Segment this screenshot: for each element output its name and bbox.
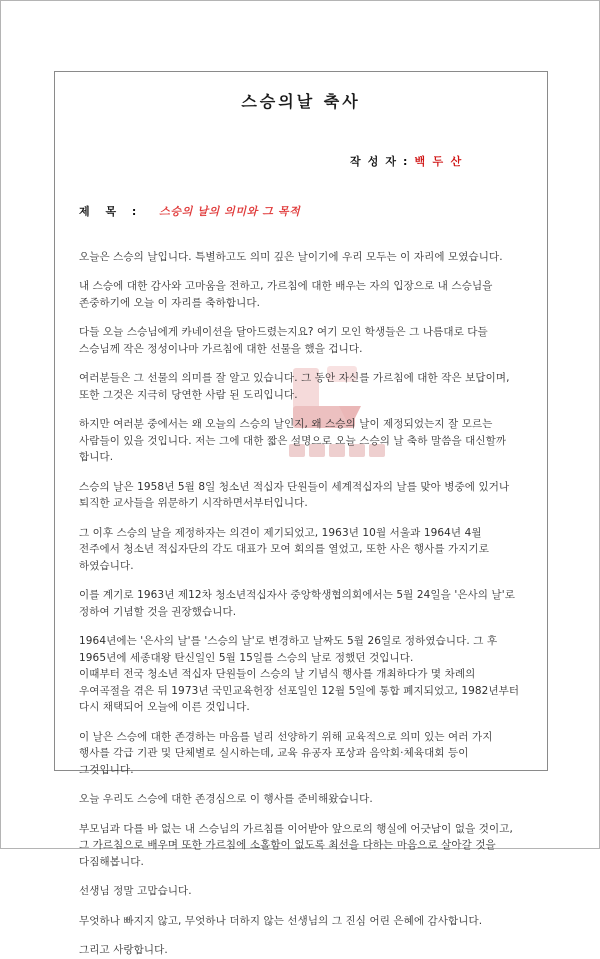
body-paragraph: 내 스승에 대한 감사와 고마움을 전하고, 가르침에 대한 배우는 자의 입장으로 내 스승님을 존중하기에 오늘 이 자리를 축하합니다.: [79, 280, 493, 309]
document-body: [79, 249, 523, 959]
body-paragraph: 오늘 우리도 스승에 대한 존경심으로 이 행사를 준비해왔습니다.: [79, 793, 373, 806]
author-label: 작 성 자 :: [350, 154, 410, 168]
body-paragraph: 그 이후 스승의 날을 제정하자는 의견이 제기되었고, 1963년 10월 서울과 1964년 4월 전주에서 청소년 적십자단의 각도 대표가 모여 회의를 열었고, 또한 사은 행사를 가지기로 하였습니다.: [79, 526, 489, 572]
document-content: [55, 72, 547, 959]
body-paragraph: 이 날은 스승에 대한 존경하는 마음를 널리 선양하기 위해 교육적으로 의미 있는 여러 가지 행사를 각급 기관 및 단체별로 실시하는데, 교육 유공자 포상과 음악회·체육대회 등이 그것입니다.: [79, 730, 493, 776]
page-title: 스승의날 축사: [241, 92, 361, 111]
document-frame: [54, 71, 548, 957]
subject-line: [79, 203, 523, 219]
body-paragraph: 1964년에는 '은사의 날'를 '스승의 날'로 변경하고 날짜도 5월 26일로 정하였습니다. 그 후 1965년에 세종대왕 탄신일인 5월 15일를 스승의 날로 정했던 것입니다. 이때부터 전국 청소년 적십자 단원들이 스승의 날 기념식 행사를 개최하다가 몇 차례의 우여곡절을 겪은 뒤 1973년 국민교육헌장 선포일인 12월 5일에 통합 폐지되었고, 1982년부터 다시 채택되어 오늘에 이른 것입니다.: [79, 635, 520, 714]
body-paragraph: 하지만 여러분 중에서는 왜 오늘의 스승의 날인지, 왜 스승의 날이 제정되었는지 잘 모르는 사람들이 있을 것입니다. 저는 그에 대한 짧은 설명으로 오늘 스승의 날 축하 말씀을 대신할까 합니다.: [79, 418, 507, 464]
author-line: [79, 153, 523, 169]
body-paragraph: 그리고 사랑합니다.: [79, 944, 168, 957]
body-paragraph: 스승의 날은 1958년 5월 8일 청소년 적십자 단원들이 세계적십자의 날를 맞아 병중에 있거나 퇴직한 교사들을 위문하기 시작하면서부터입니다.: [79, 480, 510, 510]
subject-label: 제 목 :: [79, 204, 143, 218]
body-paragraph: 부모님과 다를 바 없는 내 스승님의 가르침를 이어받아 앞으로의 행실에 어긋남이 없을 것이고, 그 가르침으로 배우며 또한 가르침에 소홀함이 없도록 최선을 다하는 마음으로 살아갈 것을 다짐해봅니다.: [79, 822, 513, 868]
body-paragraph: 다들 오늘 스승님에게 카네이션을 달아드렸는지요? 여기 모인 학생들은 그 나름대로 다들 스승님께 작은 정성이나마 가르침에 대한 선물을 했을 겁니다.: [79, 326, 488, 355]
body-paragraph: 이를 계기로 1963년 제12차 청소년적십자사 중앙학생협의회에서는 5월 24일을 '은사의 날'로 정하여 기념할 것을 권장했습니다.: [79, 589, 515, 618]
subject-value: 스승의 날의 의미와 그 목적: [159, 204, 301, 218]
body-paragraph: 오늘은 스승의 날입니다. 특별하고도 의미 깊은 날이기에 우리 모두는 이 자리에 모였습니다.: [79, 250, 503, 263]
author-name: 백 두 산: [414, 154, 463, 168]
body-paragraph: 선생님 정말 고맙습니다.: [79, 885, 192, 898]
body-paragraph: 여러분들은 그 선물의 의미를 잘 알고 있습니다. 그 동안 자신를 가르침에 대한 작은 보답이며, 또한 그것은 지극히 당연한 사람 된 도리입니다.: [79, 372, 510, 401]
body-paragraph: 무엇하나 빠지지 않고, 무엇하나 더하지 않는 선생님의 그 진심 어린 은혜에 감사합니다.: [79, 914, 483, 927]
